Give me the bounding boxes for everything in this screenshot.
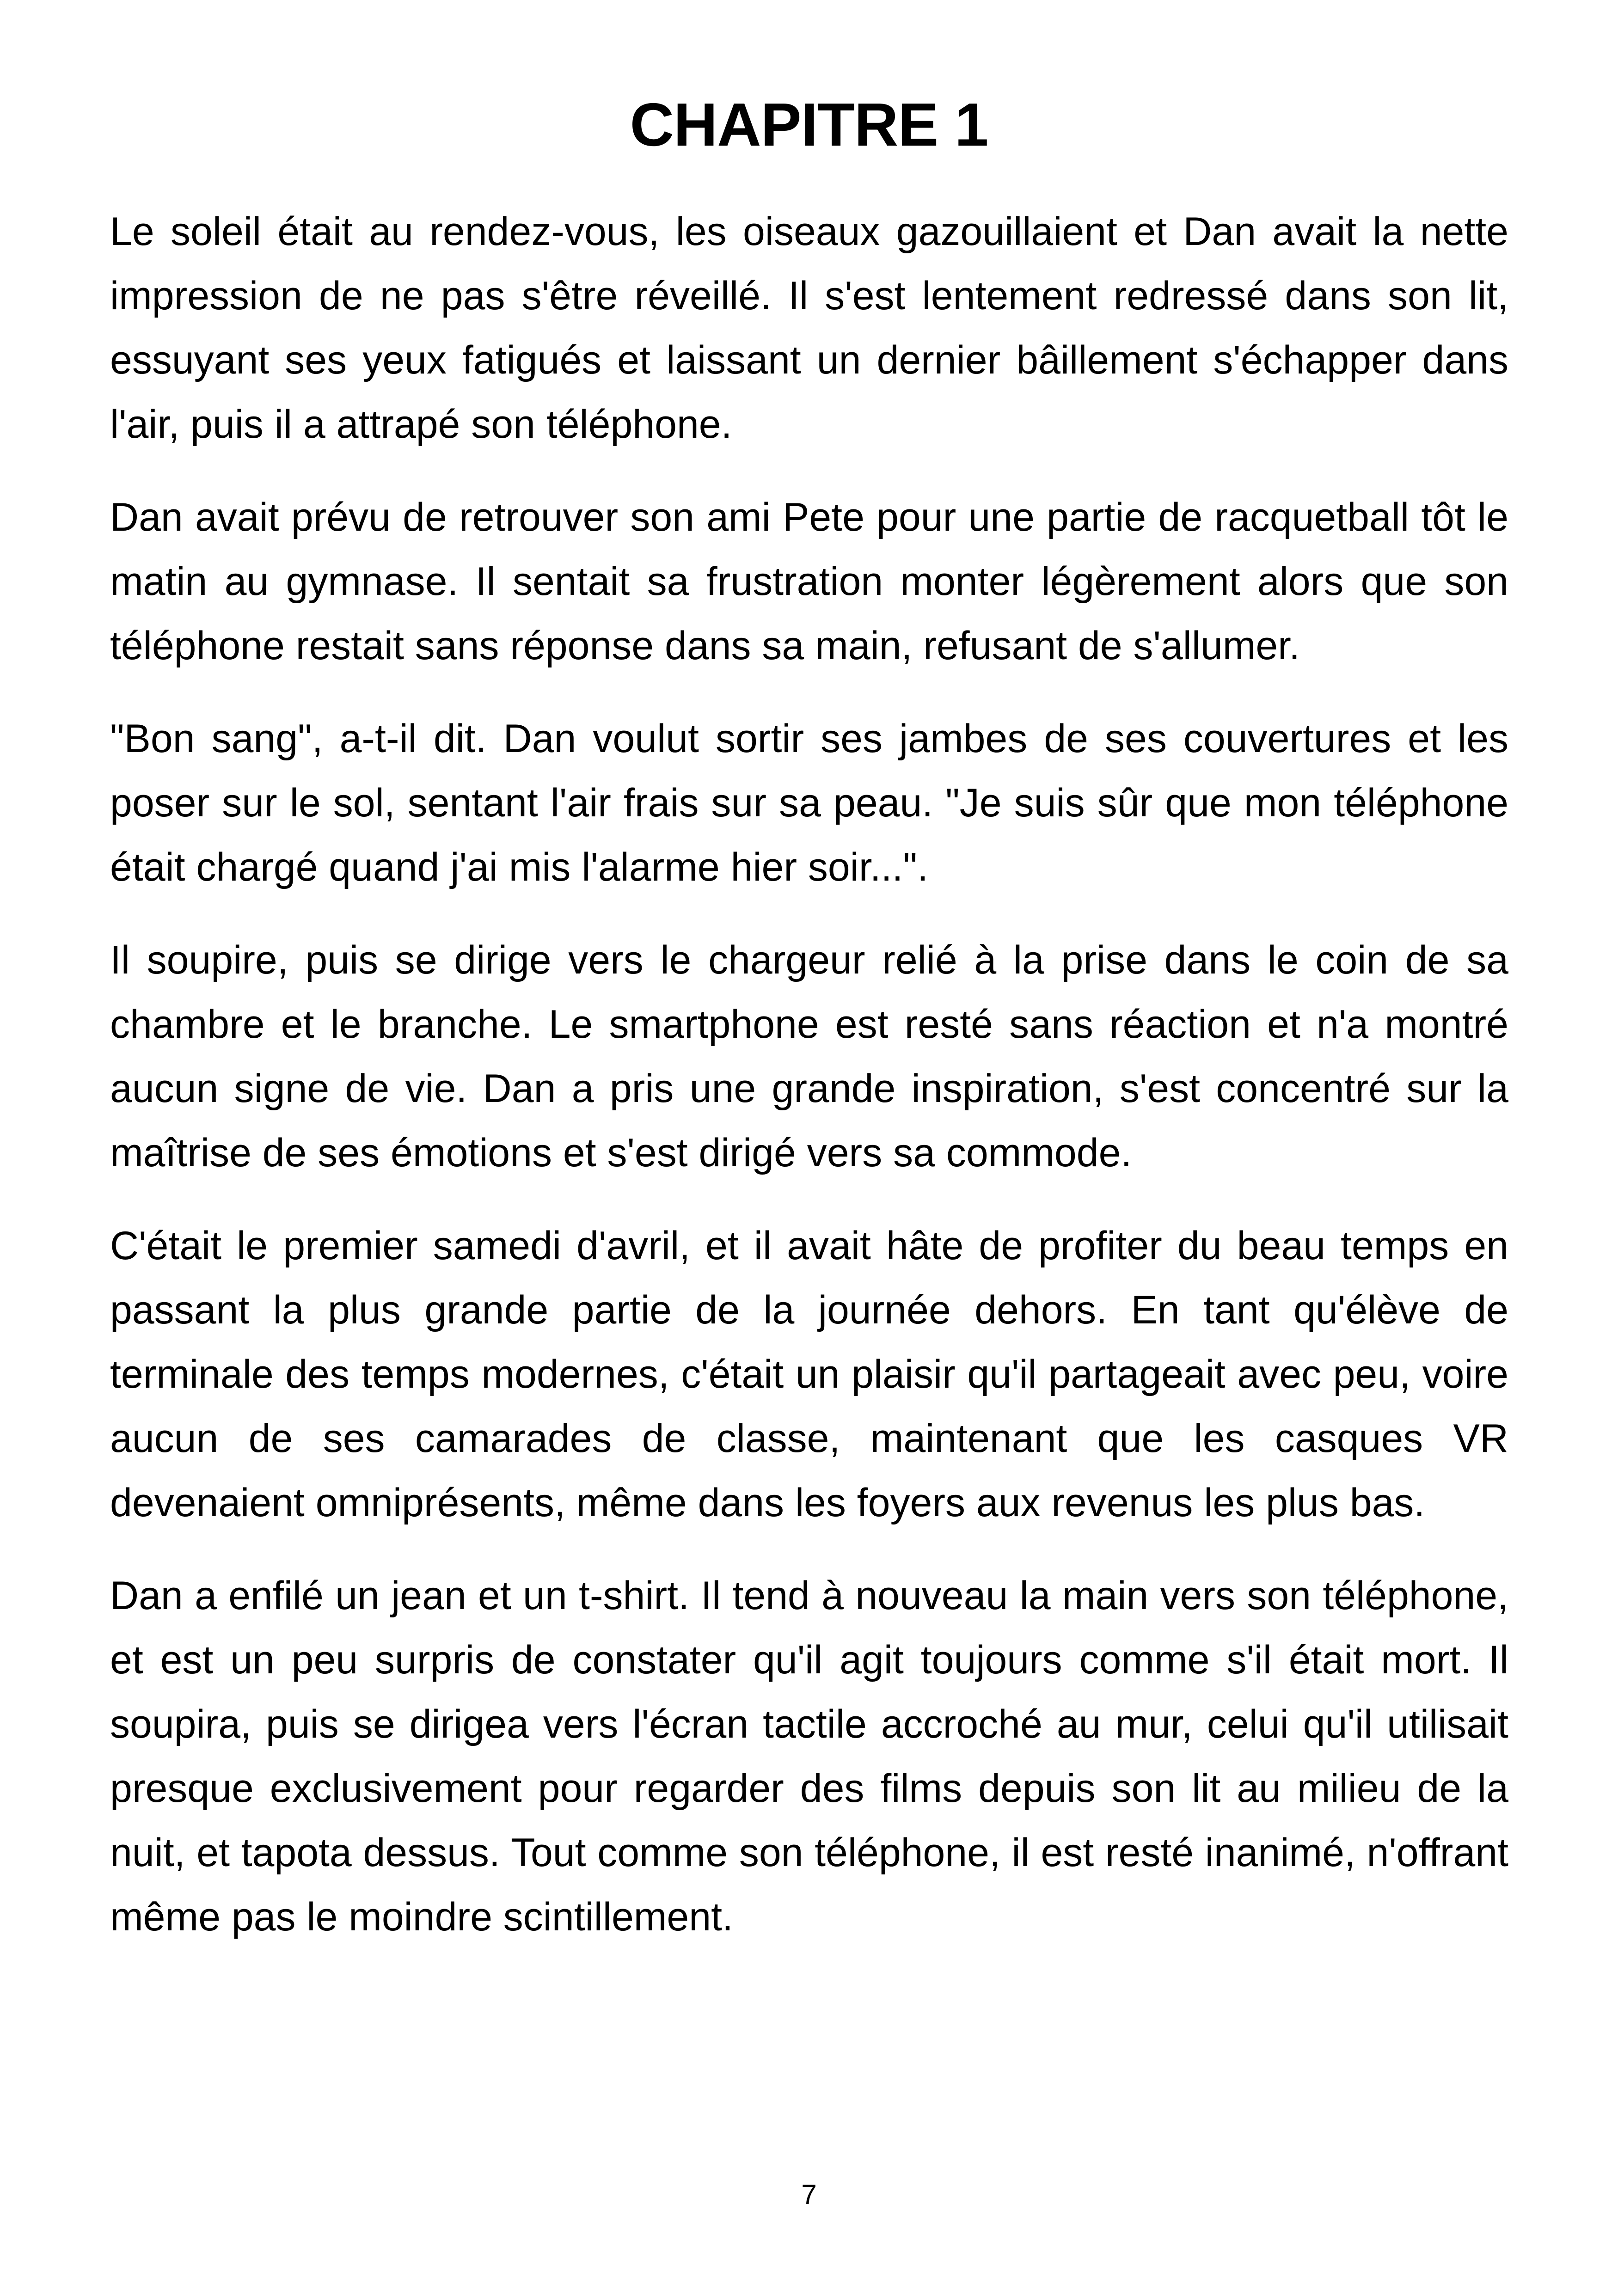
chapter-body bbox=[110, 200, 1508, 1978]
paragraph-5: C'était le premier samedi d'avril, et il avait hâte de profiter du beau temps en passant la plus grande partie de la journée dehors. En tant qu'élève de terminale des temps modernes, c'était un plaisir qu'il partageait avec peu, voire aucun de ses camarades de classe, maintenant que les casques VR devenaient omniprésents, même dans les foyers aux revenus les plus bas. bbox=[110, 1224, 1508, 1525]
paragraph-2: Dan avait prévu de retrouver son ami Pete pour une partie de racquetball tôt le matin au gymnase. Il sentait sa frustration monter légèrement alors que son téléphone restait sans réponse dans sa main, refusant de s'allumer. bbox=[110, 495, 1508, 668]
paragraph-3: "Bon sang", a-t-il dit. Dan voulut sortir ses jambes de ses couvertures et les poser sur le sol, sentant l'air frais sur sa peau. "Je suis sûr que mon téléphone était chargé quand j'ai mis l'alarme hier soir...". bbox=[110, 716, 1508, 889]
paragraph-6: Dan a enfilé un jean et un t-shirt. Il tend à nouveau la main vers son téléphone, et est un peu surpris de constater qu'il agit toujours comme s'il était mort. Il soupira, puis se dirigea vers l'écran tactile accroché au mur, celui qu'il utilisait presque exclusivement pour regarder des films depuis son lit au milieu de la nuit, et tapota dessus. Tout comme son téléphone, il est resté inanimé, n'offrant même pas le moindre scintillement. bbox=[110, 1574, 1508, 1939]
page-number: 7 bbox=[801, 2179, 817, 2210]
paragraph-1: Le soleil était au rendez-vous, les oiseaux gazouillaient et Dan avait la nette impression de ne pas s'être réveillé. Il s'est lentement redressé dans son lit, essuyant ses yeux fatigués et laissant un dernier bâillement s'échapper dans l'air, puis il a attrapé son téléphone. bbox=[110, 209, 1508, 447]
chapter-title: CHAPITRE 1 bbox=[630, 91, 988, 159]
paragraph-4: Il soupire, puis se dirige vers le chargeur relié à la prise dans le coin de sa chambre et le branche. Le smartphone est resté sans réaction et n'a montré aucun signe de vie. Dan a pris une grande inspiration, s'est concentré sur la maîtrise de ses émotions et s'est dirigé vers sa commode. bbox=[110, 938, 1508, 1175]
